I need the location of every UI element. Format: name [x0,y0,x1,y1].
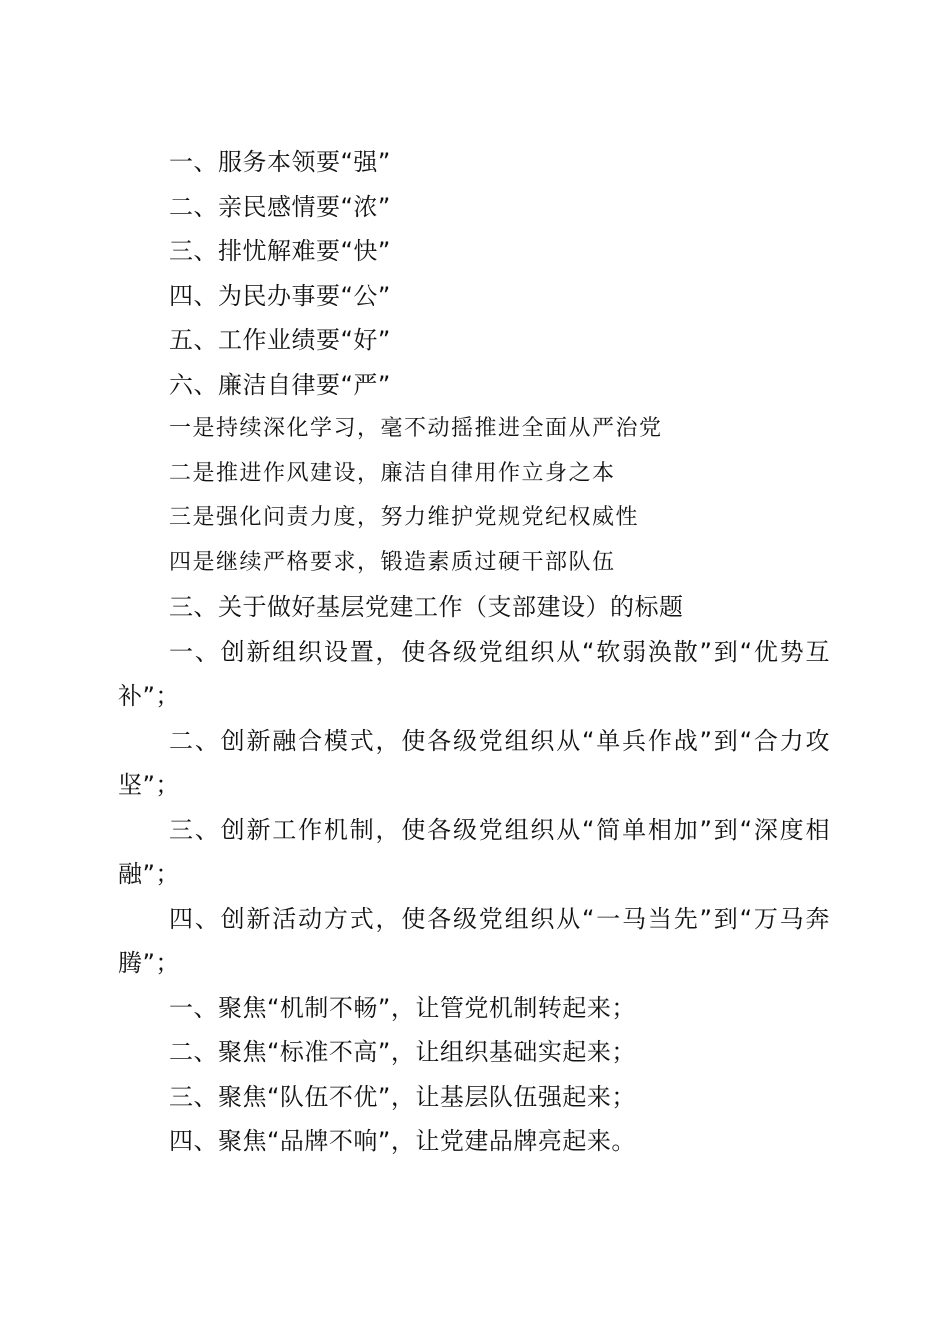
sub-point: 一是持续深化学习，毫不动摇推进全面从严治党 [169,416,663,441]
innovation-item: 二、创新融合模式，使各级党组织从“单兵作战”到“合力攻坚”； [118,726,830,799]
heading-item: 三、排忧解难要“快” [169,237,391,265]
innovation-item: 一、创新组织设置，使各级党组织从“软弱涣散”到“优势互补”； [118,637,830,710]
focus-item: 四、聚焦“品牌不响”，让党建品牌亮起来。 [169,1127,636,1155]
heading-item: 二、亲民感情要“浓” [169,192,391,221]
focus-item: 三、聚焦“队伍不优”，让基层队伍强起来； [169,1082,636,1111]
innovation-item: 四、创新活动方式，使各级党组织从“一马当先”到“万马奔腾”； [118,904,830,977]
sub-point: 四是继续严格要求，锻造素质过硬干部队伍 [169,549,616,575]
focus-item: 一、聚焦“机制不畅”，让管党机制转起来； [169,993,636,1022]
heading-item: 四、为民办事要“公” [169,281,391,310]
sub-point: 三是强化问责力度，努力维护党规党纪权威性 [169,505,640,530]
document-body [118,140,830,1164]
sub-point: 二是推进作风建设，廉洁自律用作立身之本 [169,460,616,486]
focus-item: 二、聚焦“标准不高”，让组织基础实起来； [169,1038,636,1066]
innovation-item: 三、创新工作机制，使各级党组织从“简单相加”到“深度相融”； [118,815,830,888]
heading-item: 一、服务本领要“强” [169,148,391,176]
section-heading: 三、关于做好基层党建工作（支部建设）的标题 [169,593,684,621]
heading-item: 六、廉洁自律要“严” [169,370,391,399]
heading-item: 五、工作业绩要“好” [169,326,391,354]
